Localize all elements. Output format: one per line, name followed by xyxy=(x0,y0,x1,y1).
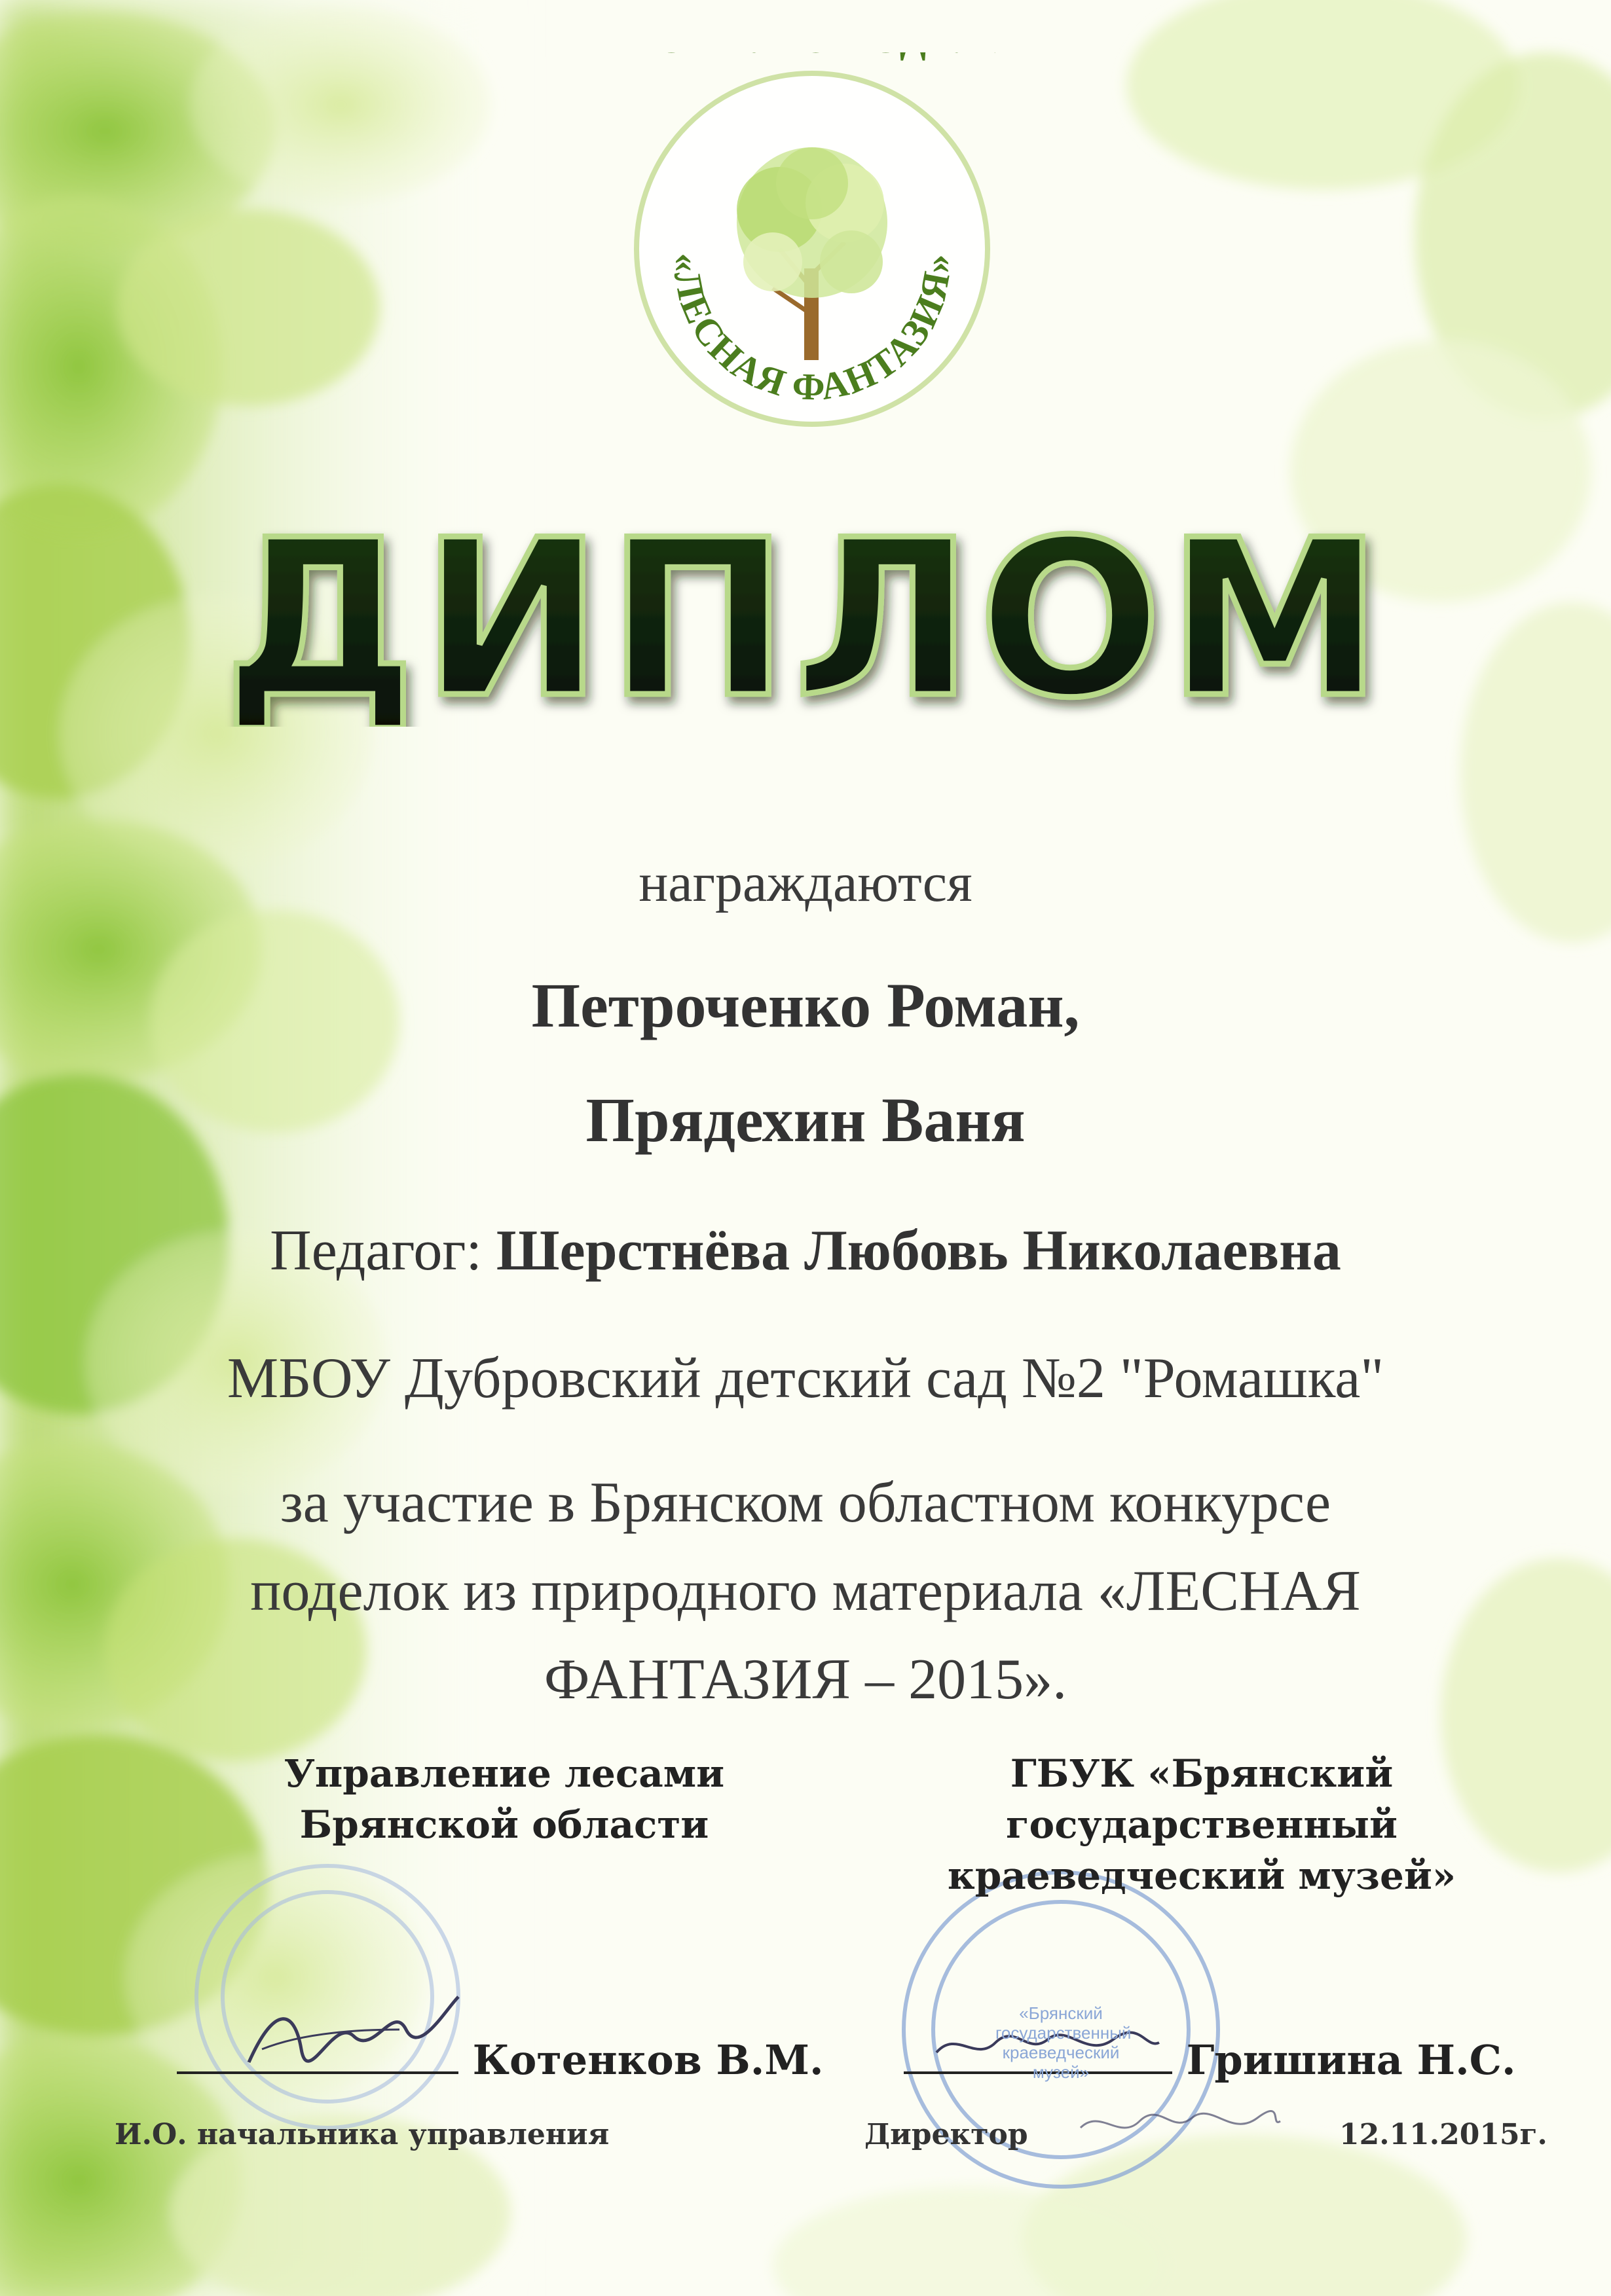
stamp-text-line: «Брянский xyxy=(1019,2003,1103,2023)
signer-right-position: Директор xyxy=(864,2118,1028,2151)
svg-text:ДИПЛОМ: ДИПЛОМ xyxy=(223,504,1388,727)
signature-right-scribble-2 xyxy=(1074,2102,1284,2147)
signature-date: 12.11.2015г. xyxy=(1339,2118,1547,2151)
org-left-line: Управление лесами xyxy=(284,1751,725,1796)
org-right-line: краеведческий музей» xyxy=(947,1853,1456,1898)
signer-right-name: Гришина Н.С. xyxy=(1186,2036,1516,2084)
stamp-text-line: музей» xyxy=(1032,2062,1090,2082)
award-line: награждаются xyxy=(639,852,972,913)
stamp-right-text xyxy=(995,2003,1132,2082)
stamp-text-line: государственный xyxy=(995,2023,1132,2043)
logo-ring-top xyxy=(629,52,995,61)
teacher-name: Шерстнёва Любовь Николаевна xyxy=(496,1219,1341,1283)
signer-left-position: И.О. начальника управления xyxy=(115,2118,610,2151)
reason-line: за участие в Брянском областном конкурсе xyxy=(280,1471,1331,1535)
reason-line: ФАНТАЗИЯ – 2015». xyxy=(544,1648,1067,1711)
recipient-name: Петроченко Роман, xyxy=(531,970,1080,1040)
logo-ring-bottom: «ЛЕСНАЯ ФАНТАЗИЯ» xyxy=(665,253,959,409)
signature-left-scribble xyxy=(236,1990,472,2082)
organization-right xyxy=(845,1748,1559,1901)
org-left-line: Брянской области xyxy=(299,1802,709,1847)
diploma-title xyxy=(0,504,1611,727)
contest-logo xyxy=(629,52,995,439)
school-name: МБОУ Дубровский детский сад №2 "Ромашка" xyxy=(227,1347,1384,1410)
org-right-line: ГБУК «Брянский государственный xyxy=(1006,1751,1398,1847)
signer-left-name: Котенков В.М. xyxy=(472,2036,824,2084)
teacher-line xyxy=(0,1218,1611,1284)
reason-line: поделок из природного материала «ЛЕСНАЯ xyxy=(250,1559,1361,1623)
teacher-label: Педагог: xyxy=(270,1219,482,1283)
recipient-name: Прядехин Ваня xyxy=(585,1085,1026,1155)
organization-left xyxy=(236,1748,773,1850)
stamp-text-line: краеведческий xyxy=(1002,2043,1120,2062)
